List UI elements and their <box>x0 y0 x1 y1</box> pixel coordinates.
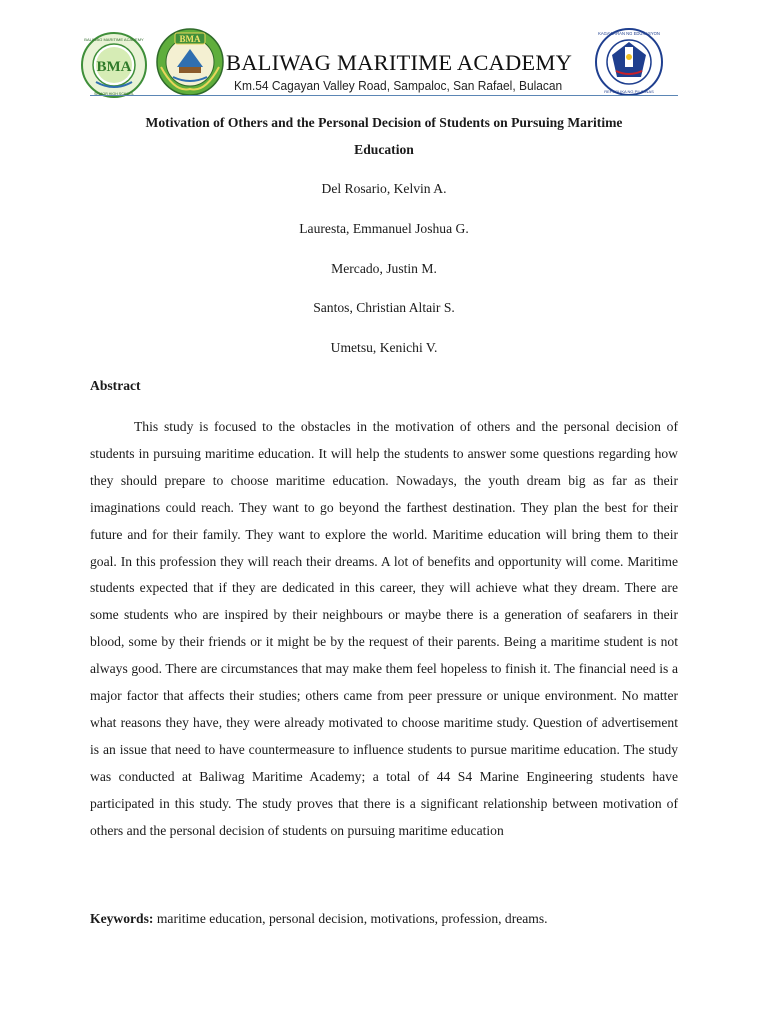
svg-text:BMA: BMA <box>96 59 132 75</box>
author-name: Lauresta, Emmanuel Joshua G. <box>299 221 469 236</box>
author-name: Mercado, Justin M. <box>331 261 437 276</box>
abstract-heading: Abstract <box>90 378 141 393</box>
paper-title-line-1: Motivation of Others and the Personal Decision of Students on Pursuing Maritime <box>145 115 623 130</box>
bma-emblem-logo <box>155 27 225 97</box>
deped-seal-logo <box>594 27 664 97</box>
header-divider <box>90 95 678 96</box>
svg-text:REPUBLIKA NG PILIPINAS: REPUBLIKA NG PILIPINAS <box>604 89 654 94</box>
author-name: Santos, Christian Altair S. <box>313 300 455 315</box>
keywords-label: Keywords: <box>90 911 154 926</box>
letterhead <box>0 0 768 100</box>
school-name: BALIWAG MARITIME ACADEMY <box>226 50 573 75</box>
svg-text:KAGAWARAN NG EDUKASYON: KAGAWARAN NG EDUKASYON <box>598 31 660 36</box>
school-address: Km.54 Cagayan Valley Road, Sampaloc, San Rafael, Bulacan <box>234 78 563 93</box>
author-name: Del Rosario, Kelvin A. <box>321 181 447 196</box>
abstract-body: This study is focused to the obstacles in the motivation of others and the personal decision of students in pursuing maritime education. It will help the students to answer some questions regarding how they should prepare to choose maritime education. Nowadays, the youth dream big as far as their imaginations could reach. They want to go beyond the farthest destination. They plan the best for their future and for their family. They want to explore the world. Maritime education will bring them to their goal. In this profession they will reach their dreams. A lot of benefits and opportunity will come. Maritime students expected that if they are dedicated in this career, they will achieve what they dream. There are some students who are inspired by their neighbours or maybe there is a generation of seafarers in their blood, some by their friends or it might be by the request of their parents. Being a maritime student is not always good. There are circumstances that may make them feel hopeless to finish it. The financial need is a major factor that affects their studies; others came from peer pressure or unique environment. No matter what reasons they have, they were already motivated to choose maritime study. Question of advertisement is an issue that need to have countermeasure to influence students to pursue maritime education. The study was conducted at Baliwag Maritime Academy; a total of 44 S4 Marine Engineering students have participated in this study. The study proves that there is a significant relationship between motivation of others and the personal decision of students on pursuing maritime education <box>90 419 678 838</box>
keywords-line <box>90 911 678 927</box>
paper-title-line-2: Education <box>354 142 414 157</box>
svg-text:BALIWAG MARITIME ACADEMY: BALIWAG MARITIME ACADEMY <box>84 37 144 42</box>
bma-shs-seal-logo <box>80 32 148 98</box>
svg-text:SENIOR HIGH SCHOOL: SENIOR HIGH SCHOOL <box>94 92 134 96</box>
svg-text:BMA: BMA <box>179 34 201 44</box>
keywords-text: maritime education, personal decision, motivations, profession, dreams. <box>153 911 548 926</box>
author-name: Umetsu, Kenichi V. <box>330 340 438 355</box>
